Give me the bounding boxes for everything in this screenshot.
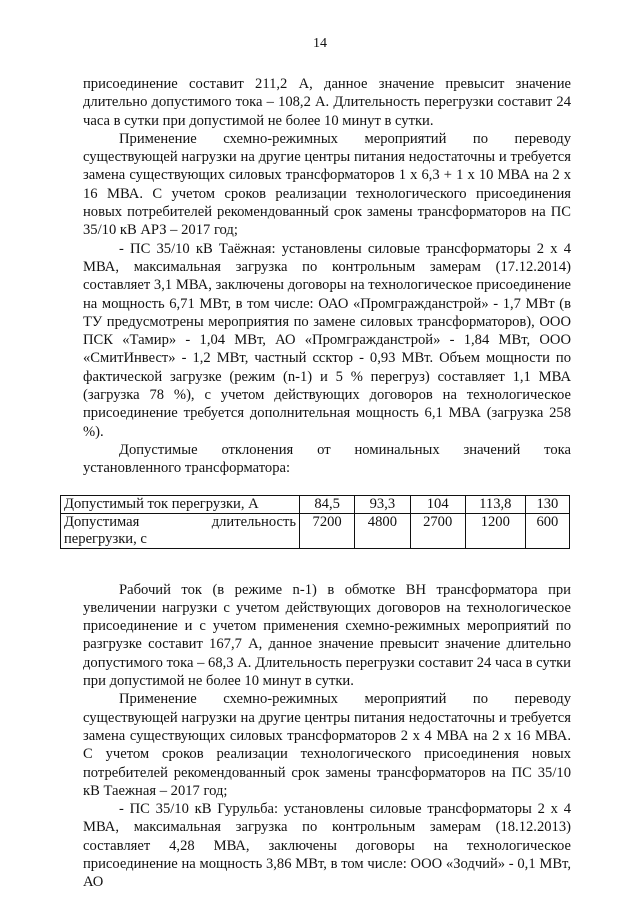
table-row bbox=[61, 495, 570, 513]
table-cell: 104 bbox=[410, 495, 465, 513]
paragraph-5: Рабочий ток (в режиме n-1) в обмотке ВН трансформатора при увеличении нагрузки с учетом действующих договоров на технологическое присоединение и с учетом применения схемно-режимных мероприятий по разгрузке составит 167,7 А, данное значение превысит значение длительно допустимого тока – 68,3 А. Длительность перегрузки составит 24 часа в сутки при допустимой не более 10 минут в сутки. bbox=[83, 581, 571, 690]
table-row-label: Допустимая длительность перегрузки, с bbox=[61, 513, 300, 548]
paragraph-6: Применение схемно-режимных мероприятий по переводу существующей нагрузки на другие центры питания недостаточны и требуется замена существующих силовых трансформаторов 2 х 4 МВА на 2 х 16 МВА. С учетом сроков реализации технологического присоединения новых потребителей рекомендованный срок замены трансформаторов на ПС 35/10 кВ Таежная – 2017 год; bbox=[83, 691, 571, 799]
table-cell: 600 bbox=[525, 513, 569, 548]
paragraph-4: Допустимые отклонения от номинальных значений тока установленного трансформатора: bbox=[83, 441, 571, 477]
table-cell: 84,5 bbox=[300, 495, 355, 513]
paragraph-1: присоединение составит 211,2 А, данное значение превысит значение длительно допустимого тока – 108,2 А. Длительность перегрузки составит 24 часа в сутки при допустимой не более 10 минут в сутки. bbox=[83, 76, 571, 129]
table-cell: 4800 bbox=[355, 513, 410, 548]
paragraph-2: Применение схемно-режимных мероприятий по переводу существующей нагрузки на другие центры питания недостаточны и требуется замена существующих силовых трансформаторов 1 х 6,3 + 1 х 10 МВА на 2 х 16 МВА. С учетом сроков реализации технологического присоединения новых потребителей рекомендованный срок замены трансформаторов на ПС 35/10 кВ АРЗ – 2017 год; bbox=[83, 130, 571, 239]
table-cell: 130 bbox=[525, 495, 569, 513]
paragraph-3: - ПС 35/10 кВ Таёжная: установлены силовые трансформаторы 2 х 4 МВА, максимальная загрузка по контрольным замерам (17.12.2014) составляет 3,1 МВА, заключены договоры на технологическое присоединение на мощность 6,71 МВт, в том числе: ОАО «Промгражданстрой» - 1,7 МВт (в ТУ предусмотрены мероприятия по замене силовых трансформаторов), ООО ПСК «Тамир» - 1,04 МВт, АО «Промгражданстрой» - 1,84 МВт, ООО «СмитИнвест» - 1,2 МВт, частный ссктор - 0,93 МВт. Объем мощности по фактической загрузке (режим (n-1) и 5 % перегруз) составляет 1,1 МВА (загрузка 78 %), с учетом действующих договоров на технологическое присоединение требуется дополнительная мощность 6,1 МВА (загрузка 258 %). bbox=[83, 240, 571, 440]
table-cell: 113,8 bbox=[465, 495, 525, 513]
page-number: 14 bbox=[313, 36, 327, 51]
table-cell: 7200 bbox=[300, 513, 355, 548]
table-cell: 93,3 bbox=[355, 495, 410, 513]
table-row bbox=[61, 513, 570, 548]
table-cell: 1200 bbox=[465, 513, 525, 548]
document-body bbox=[64, 75, 571, 892]
paragraph-7: - ПС 35/10 кВ Гурульба: установлены силовые трансформаторы 2 х 4 МВА, максимальная загрузка по контрольным замерам (18.12.2013) составляет 4,28 МВА, заключены договоры на технологическое присоединение на мощность 3,86 МВт, в том числе: ООО «Зодчий» - 0,1 МВт, АО bbox=[83, 801, 571, 891]
overload-table bbox=[60, 495, 570, 549]
table-row-label: Допустимый ток перегрузки, А bbox=[61, 495, 300, 513]
table-cell: 2700 bbox=[410, 513, 465, 548]
